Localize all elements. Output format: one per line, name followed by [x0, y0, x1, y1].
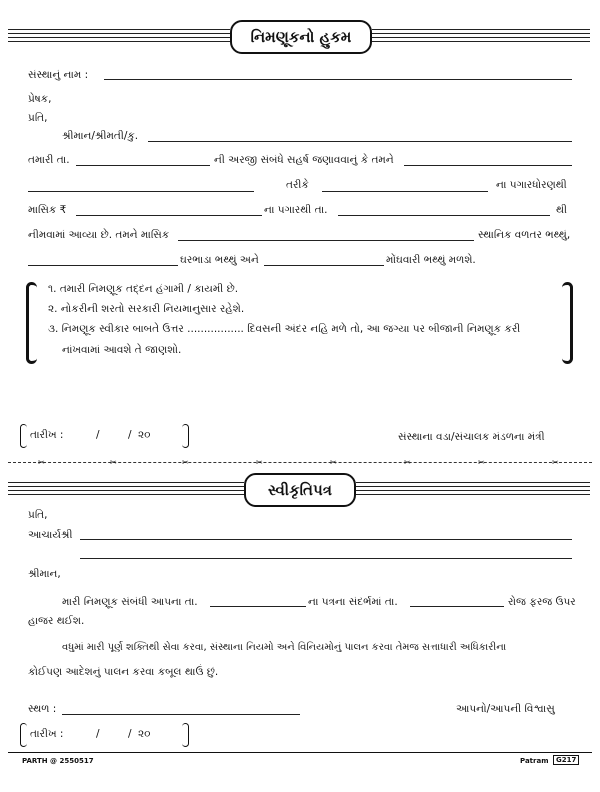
cut-line: [8, 462, 592, 463]
to-label: પ્રતિ,: [28, 112, 48, 124]
date-sep: /: [96, 429, 100, 441]
condition-item: નાંખવામાં આવશે તે જાણશો.: [62, 344, 182, 356]
monthly-salary-field[interactable]: [76, 215, 262, 216]
condition-item: ૩. નિમણૂક સ્વીકાર બાબતે ઉત્તર ................. દિવસની અંદર નહિ મળે તો, આ જગ્યા પર બીજાની નિમણૂક કરી: [48, 323, 521, 335]
salutation: શ્રીમાન,: [28, 568, 61, 580]
acceptance-year-suffix: ૨૦: [138, 728, 151, 740]
monthly-salary-label: માસિક ₹: [28, 204, 67, 216]
acceptance-date-box-right: [182, 723, 189, 747]
duty-label: રોજ ફરજ ઉપર: [508, 596, 576, 608]
sender-label: પ્રેષક,: [28, 93, 52, 105]
institution-name-field[interactable]: [104, 79, 572, 80]
acceptance-date-box-left: [20, 723, 27, 747]
rent-allowance-field[interactable]: [28, 265, 178, 266]
scissors-icon: ✂: [478, 458, 485, 467]
scissors-icon: ✂: [110, 458, 117, 467]
principal-field[interactable]: [80, 539, 572, 540]
place-label: સ્થળ :: [28, 703, 57, 715]
pay-scale-label: ના પગારધોરણથી: [496, 179, 567, 191]
appointee-name-field[interactable]: [404, 165, 572, 166]
scissors-icon: ✂: [256, 458, 263, 467]
from-date-field[interactable]: [338, 215, 550, 216]
addressee-label: શ્રીમાન/શ્રીમતી/કુ.: [62, 130, 139, 142]
from-date-label: ના પગારથી તા.: [264, 204, 328, 216]
post-field[interactable]: [28, 191, 254, 192]
scissors-icon: ✂: [404, 458, 411, 467]
acceptance-stripes-right: [356, 482, 590, 496]
scissors-icon: ✂: [330, 458, 337, 467]
footer-left: PARTH @ 2550517: [22, 757, 94, 765]
date-sep: /: [128, 728, 132, 740]
letter-date-field[interactable]: [210, 606, 306, 607]
local-allowance-label: સ્થાનિક વળતર ભથ્થું,: [478, 229, 571, 241]
signatory-label: સંસ્થાના વડા/સંચાલક મંડળના મંત્રી: [398, 431, 545, 443]
undertaking-line: વધુમાં મારી પૂર્ણ શક્તિથી સેવા કરવા, સંસ્થાના નિયમો અને વિનિયમોનું પાલન કરવા તેમજ સત્તાધારી અધિકારીના: [62, 642, 507, 653]
application-date-label: તમારી તા.: [28, 154, 70, 166]
appointment-title: નિમણૂકનો હુકમ: [230, 20, 372, 54]
application-date-field[interactable]: [76, 165, 210, 166]
post-label: તરીકે: [286, 179, 309, 191]
footer-rule: [8, 752, 592, 753]
addressee-field[interactable]: [148, 141, 572, 142]
conditions-bracket-right: [562, 282, 573, 364]
year-suffix: ૨૦: [138, 429, 151, 441]
from-suffix: થી: [556, 204, 568, 216]
letter-ref-label: મારી નિમણૂક સંબંધી આપના તા.: [62, 596, 198, 608]
joining-date-label: ના પત્રના સંદર્ભમાં તા.: [308, 596, 398, 608]
institution-name-label: સંસ્થાનું નામ :: [28, 69, 89, 81]
scissors-icon: ✂: [182, 458, 189, 467]
scissors-icon: ✂: [38, 458, 45, 467]
dearness-allowance-label: મોંઘવારી ભથ્થું મળશે.: [386, 254, 476, 266]
application-text: ની અરજી સંબંધે સહર્ષ જણાવવાનું કે તમને: [214, 154, 394, 166]
principal-label: આચાર્યશ્રી: [28, 529, 73, 541]
condition-item: ૧. તમારી નિમણૂક તદ્દન હંગામી / કાયમી છે.: [48, 283, 239, 295]
condition-item: ૨. નોકરીની શરતો સરકારી નિયમાનુસાર રહેશે.: [48, 303, 245, 315]
title-stripes-right: [372, 29, 590, 43]
local-allowance-field[interactable]: [178, 240, 474, 241]
report-text: હાજર થઈશ.: [28, 615, 85, 627]
undertaking-line: કોઈપણ આદેશનું પાલન કરવા કબૂલ થાઉં છું.: [28, 666, 219, 678]
place-field[interactable]: [62, 714, 300, 715]
date-sep: /: [96, 728, 100, 740]
allowance-intro: નીમવામાં આવ્યા છે. તમને માસિક: [28, 229, 170, 241]
date-box-left: [20, 424, 27, 448]
footer-brand: Patram: [520, 757, 549, 765]
address-field[interactable]: [80, 558, 572, 559]
date-box-right: [182, 424, 189, 448]
acceptance-stripes-left: [8, 482, 244, 496]
acceptance-title: સ્વીકૃતિપત્ર: [244, 473, 356, 507]
footer-code: G217: [553, 755, 579, 765]
rent-allowance-label: ઘરભાડા ભથ્થું અને: [180, 254, 259, 266]
closing-label: આપનો/આપની વિશ્વાસુ: [456, 703, 555, 715]
title-stripes-left: [8, 29, 230, 43]
pay-scale-field[interactable]: [322, 191, 488, 192]
acceptance-to-label: પ્રતિ,: [28, 509, 48, 521]
acceptance-date-label: તારીખ :: [30, 728, 64, 740]
joining-date-field[interactable]: [410, 606, 504, 607]
dearness-allowance-field[interactable]: [264, 265, 384, 266]
date-label: તારીખ :: [30, 429, 64, 441]
scissors-icon: ✂: [552, 458, 559, 467]
date-sep: /: [128, 429, 132, 441]
conditions-bracket-left: [26, 282, 37, 364]
